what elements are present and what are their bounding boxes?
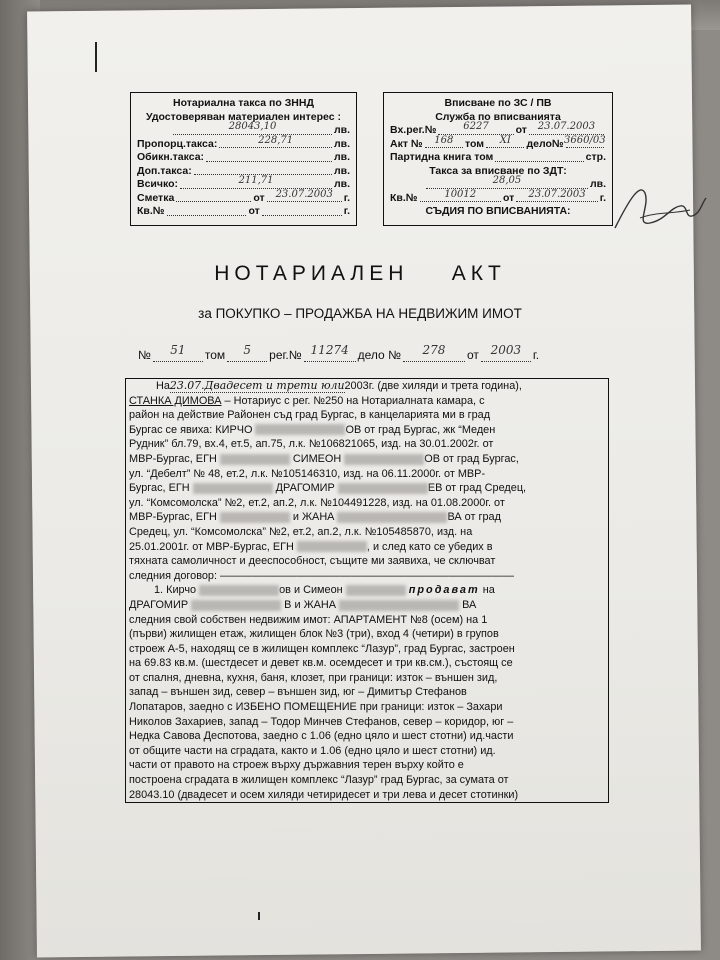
fee-stamp-subtitle: Удостоверяван материален интерес :	[146, 110, 341, 123]
body-line: (първи) жилищен етаж, жилищен блок №3 (три), вход 4 (четири) в групов	[129, 628, 499, 641]
body-line: Рудник” бл.79, вх.4, ет.5, ап.75, л.к. №106821065, изд. на 30.01.2002г. от	[129, 438, 494, 451]
body-line: район на действие Районен съд град Бургас, в канцеларията ми в град	[129, 409, 491, 422]
party-name: КИРЧО	[215, 423, 253, 436]
body-line	[126, 583, 608, 598]
page-mark	[258, 912, 260, 920]
year-value: 2003	[490, 343, 522, 357]
fee-row-label: Доп.такса:	[137, 164, 192, 177]
volume-value: 5	[243, 343, 251, 357]
body-line: от спалня, дневна, кухня, баня, клозет, при граници: изток – външен зид,	[129, 671, 498, 684]
body-line: построена сградата в жилищен комплекс “Лазур” град Бургас, за сумата от	[129, 774, 509, 787]
body-text: ов и Симеон	[279, 584, 343, 597]
body-line	[126, 481, 608, 496]
reg-number-label: рег.№	[269, 348, 302, 362]
invoice-row	[137, 188, 350, 206]
fee-row-value: 211,71	[238, 175, 274, 186]
body-text: В и ЖАНА	[284, 598, 337, 611]
receipt-year-suffix: г.	[343, 205, 351, 217]
ledger-field	[495, 151, 583, 162]
invoice-date-field	[267, 188, 342, 203]
body-text: ОВ от град Бургас,	[424, 452, 519, 465]
year-suffix: г.	[532, 348, 540, 362]
act-label: Акт №	[390, 137, 423, 150]
body-line: запад – външен зид, север – външен зид, юг – Димитър Стефанов	[129, 686, 467, 699]
invoice-number-field	[176, 192, 251, 203]
registry-stamp-subtitle: Служба по вписванията	[435, 110, 561, 123]
document-subtitle: за ПОКУПКО – ПРОДАЖБА НА НЕДВИЖИМ ИМОТ	[198, 306, 522, 321]
redaction-blur	[338, 483, 428, 494]
body-text: На	[156, 380, 170, 392]
receipt-from: от	[248, 205, 260, 217]
registry-stamp-title: Вписване по ЗС / ПВ	[444, 97, 552, 109]
body-text: МВР-Бургас, ЕГН	[129, 452, 217, 465]
body-text: ЕВ от град Средец,	[427, 482, 527, 495]
fee-row-value: 228,71	[258, 134, 294, 146]
fee-row-unit: лв.	[333, 137, 350, 150]
body-line: ул. “Дебелт” № 48, ет.2, л.к. №105146310, изд. на 06.11.2000г. от МВР-	[129, 467, 486, 480]
body-line: на 69.83 кв.м. (шестдесет и девет кв.м. осемдесет и три кв.см.), състоящ се	[129, 657, 513, 670]
registry-stamp	[383, 92, 613, 226]
body-text: – Нотариус с рег. №250 на Нотариалната камара, с	[224, 394, 485, 407]
body-text: Бургас, ЕГН	[129, 482, 190, 495]
interest-field	[173, 121, 332, 135]
registration-fee-value: 28,05	[492, 175, 522, 186]
redaction-blur	[297, 541, 367, 552]
body-line	[126, 379, 608, 394]
body-line: ул. “Комсомолска” №2, ет.2, ап.2, л.к. №104491228, изд. на 01.08.2000г. от	[129, 496, 505, 509]
receipt-date-field	[262, 205, 342, 216]
invoice-from: от	[253, 191, 265, 204]
body-text: ВА	[462, 598, 477, 611]
invoice-year-suffix: г.	[343, 191, 350, 204]
body-line: Средец, ул. “Комсомолска” №2, ет.2, ап.2, л.к. №105485870, изд. на	[129, 525, 473, 538]
registry-receipt-date: 23.07.2003	[528, 188, 586, 200]
body-line	[126, 423, 608, 438]
judge-signature	[610, 178, 710, 238]
notary-name: СТАНКА ДИМОВА	[129, 394, 222, 407]
redaction-blur	[337, 512, 447, 523]
deed-body	[125, 378, 609, 803]
body-line: следния договор: ———————————————————————————	[129, 569, 515, 582]
year-field	[481, 343, 531, 362]
redaction-blur	[191, 600, 281, 611]
registry-receipt-number-field	[420, 188, 501, 203]
ledger-page-label: стр.	[585, 151, 606, 163]
entry-date: 23.07.2003	[537, 121, 596, 132]
handwritten-date: 23.07.Двадесет и трети юли	[169, 379, 345, 392]
fee-row-label: Пропорц.такса:	[137, 137, 218, 150]
redaction-blur	[255, 424, 345, 435]
interest-value: 28043,10	[228, 121, 277, 132]
body-line	[126, 598, 608, 613]
redaction-blur	[346, 585, 406, 596]
body-line	[126, 452, 608, 467]
volume-field	[227, 343, 267, 362]
redaction-blur	[339, 600, 459, 611]
redaction-blur	[193, 483, 273, 494]
date-from-label: от	[466, 348, 479, 362]
interest-currency: лв.	[333, 124, 350, 136]
ledger-label: Партидна книга том	[390, 151, 494, 163]
body-line: строеж А-5, находящ се в жилищен комплекс “Лазур”, град Бургас, застроен	[129, 642, 515, 655]
document-title: НОТАРИАЛЕН АКТ	[214, 262, 506, 285]
fee-row-label: Всичко:	[137, 178, 179, 190]
body-text: Бургас се явиха:	[129, 423, 213, 436]
margin-mark	[95, 42, 97, 72]
receipt-number-field	[167, 205, 247, 216]
redaction-blur	[220, 512, 290, 523]
reg-number-field	[304, 343, 356, 362]
body-text: на	[482, 584, 495, 597]
fee-row-label: Обикн.такса:	[137, 151, 205, 163]
body-text: ВА от град	[447, 511, 501, 524]
party-name: ДРАГОМИР	[275, 482, 335, 495]
entry-label: Вх.рег.№	[390, 124, 437, 136]
case-number-field	[403, 343, 465, 362]
registry-receipt-row	[390, 188, 607, 206]
act-number-value: 51	[170, 343, 186, 357]
act-row	[390, 134, 606, 152]
volume-label: том	[465, 137, 485, 150]
case-number-value: 278	[422, 343, 446, 357]
registry-receipt-from: от	[502, 191, 515, 204]
fee-row-unit: лв.	[333, 164, 350, 177]
body-line	[126, 394, 608, 409]
body-line: тяхната самоличност и дееспособност, същите ми заявиха, че сключват	[129, 555, 496, 568]
fee-row-field	[219, 134, 332, 149]
registration-line	[138, 343, 540, 362]
redaction-blur	[199, 585, 279, 596]
registration-fee-title: Такса за вписване по ЗДТ:	[429, 164, 567, 177]
invoice-date: 23.07.2003	[275, 188, 333, 200]
body-line: Николов Захариев, запад – Тодор Минчев Стефанов, север – коридор, юг –	[129, 715, 514, 728]
body-text: ОВ от град Бургас, жк “Меден	[345, 423, 496, 436]
body-line	[126, 540, 608, 555]
body-line: от общите части на сградата, както и 1.06 (едно цяло и шест стотни) ид.	[129, 744, 496, 757]
entry-number: 6227	[463, 121, 489, 132]
party-name: и ЖАНА	[292, 511, 335, 524]
body-text: 1. Кирчо	[154, 584, 197, 597]
volume-label: том	[204, 348, 226, 362]
body-text: 2003г. (две хиляди и трета година),	[344, 380, 522, 392]
registry-receipt-date-field	[516, 188, 597, 203]
body-text: продават	[408, 584, 480, 597]
fee-row-unit: лв.	[333, 178, 350, 190]
body-text: 25.01.2001г. от МВР-Бургас, ЕГН	[129, 540, 294, 553]
act-number-field	[425, 134, 463, 149]
act-number-field	[153, 343, 203, 362]
volume-field	[486, 134, 524, 149]
registry-receipt-year-suffix: г.	[599, 191, 607, 204]
body-text: МВР-Бургас, ЕГН	[129, 511, 217, 524]
fee-row-field	[206, 151, 332, 162]
body-line: части от правото на строеж върху държавния терен върху който е	[129, 759, 464, 772]
interest-row	[137, 121, 350, 138]
body-line: 28043.10 (двадесет и осем хиляди четиридесет и три лева и десет стотинки)	[129, 788, 519, 801]
body-line: Недка Савова Деспотова, заедно с 1.06 (едно цяло и шест стотни) ид.части	[129, 730, 514, 743]
fee-stamp-title: Нотариална такса по ЗННД	[173, 97, 314, 109]
party-name: СИМЕОН	[292, 452, 342, 465]
notary-fee-stamp	[130, 92, 357, 226]
volume-number: XI	[499, 134, 511, 146]
entry-from: от	[515, 124, 527, 136]
case-field	[564, 134, 606, 149]
judge-label: СЪДИЯ ПО ВПИСВАНИЯТА:	[425, 205, 571, 217]
fee-row	[137, 134, 350, 152]
act-number: 168	[434, 134, 454, 146]
case-label: дело№	[526, 137, 564, 150]
case-number: 3660/03	[564, 134, 606, 146]
registration-fee-unit: лв.	[589, 178, 606, 190]
body-line: следния свой собствен недвижим имот: АПАРТАМЕНТ №8 (осем) на 1	[129, 613, 488, 626]
receipt-label: Кв.№	[137, 205, 165, 217]
ledger-row	[390, 151, 606, 165]
registry-receipt-number: 10012	[444, 188, 477, 200]
receipt-row	[137, 205, 350, 219]
case-number-label: дело №	[357, 348, 401, 362]
registry-receipt-label: Кв.№	[390, 191, 418, 204]
body-text: , и след като се убедих в	[366, 540, 493, 553]
party-name: ДРАГОМИР	[129, 598, 189, 611]
act-number-label: №	[138, 348, 151, 362]
fee-row	[137, 151, 350, 165]
reg-number-value: 11274	[310, 343, 349, 357]
body-line: Лопатаров, заедно с ИЗБЕНО ПОМЕЩЕНИЕ при граници: изток – Захари	[129, 701, 503, 714]
redaction-blur	[344, 454, 424, 465]
fee-row-unit: лв.	[333, 151, 350, 163]
invoice-label: Сметка	[137, 191, 175, 204]
body-line	[126, 510, 608, 525]
redaction-blur	[220, 454, 290, 465]
